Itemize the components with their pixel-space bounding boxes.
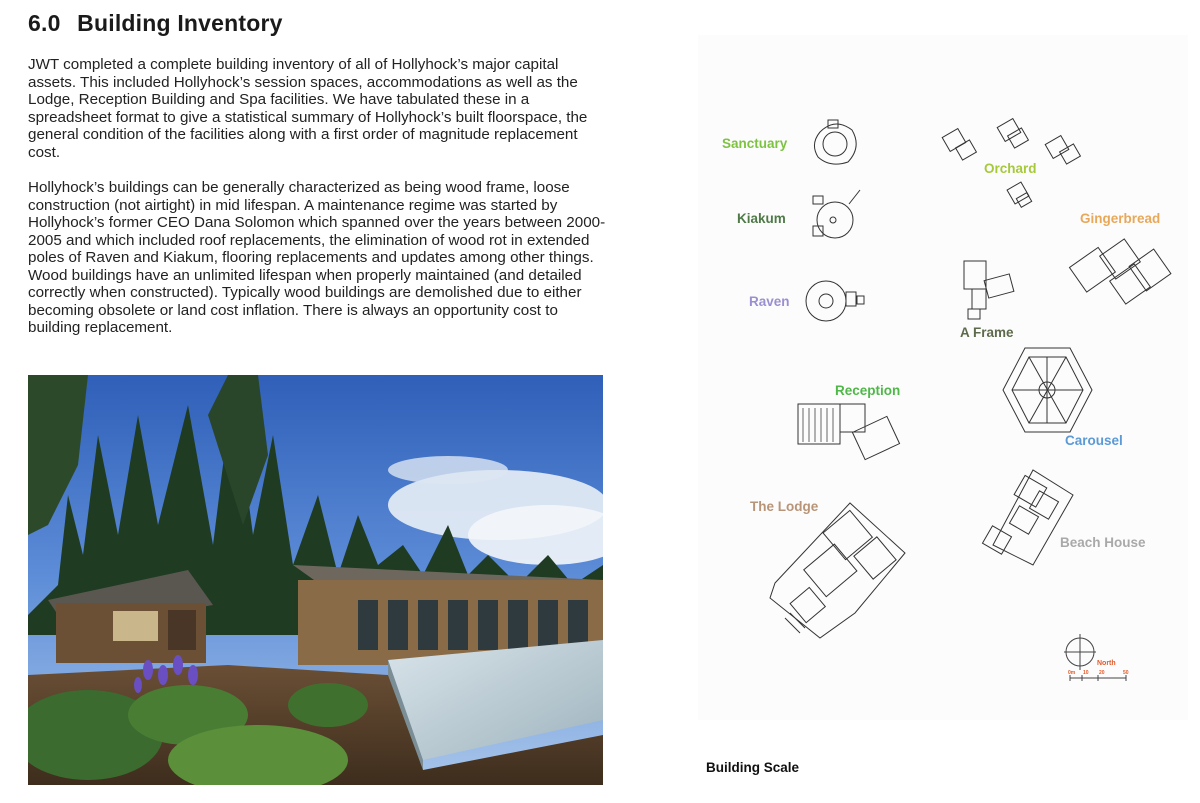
section-heading (28, 10, 283, 37)
plan-orchard (940, 117, 1090, 217)
plan-gingerbread (1065, 225, 1175, 315)
label-orchard: Orchard (984, 161, 1037, 176)
building-scale-caption: Building Scale (706, 760, 800, 775)
label-sanctuary: Sanctuary (722, 136, 788, 151)
label-gingerbread: Gingerbread (1080, 211, 1161, 226)
section-number: 6.0 (28, 10, 61, 36)
plan-kiakum (805, 188, 865, 248)
scale-tick-3: 50 (1123, 670, 1129, 676)
north-label: North (1097, 660, 1116, 667)
plan-carousel (995, 345, 1095, 435)
scale-tick-2: 20 (1099, 670, 1105, 676)
paragraph-intro: JWT completed a complete building inventory of all of Hollyhock’s major capital assets. This included Hollyhock’s session spaces, accommodations as well as the Lodge, Reception Building and Spa facilities. We have tabulated these in a spreadsheet format to give a statistical summary of Hollyhock’s built floorspace, the general condition of the facilities along with a first order of magnitude replacement cost. (28, 56, 588, 161)
paragraph-condition: Hollyhock’s buildings can be generally characterized as being wood frame, loose construction (not airtight) in mid lifespan. A maintenance regime was started by Hollyhock’s former CEO Dana Solomon which spanned over the years between 2000-2005 and which included roof replacements, the elimination of wood rot in extended poles of Raven and Kiakum, flooring replacements and updates among other things. Wood buildings have an unlimited lifespan when properly maintained (and detailed correctly when constructed). Typically wood buildings are demolished due to either becoming obsolete or land cost inflation. There is always an opportunity cost to building replacement. (28, 179, 606, 336)
label-carousel: Carousel (1065, 433, 1123, 448)
plan-raven (802, 274, 872, 330)
greenhouse-photo (28, 375, 603, 785)
scale-tick-0: 0m (1068, 670, 1076, 676)
label-raven: Raven (749, 294, 790, 309)
label-kiakum: Kiakum (737, 211, 786, 226)
label-beach-house: Beach House (1060, 535, 1146, 550)
label-the-lodge: The Lodge (750, 499, 819, 514)
plan-sanctuary (800, 112, 870, 172)
plan-reception (795, 398, 905, 463)
plan-the-lodge (765, 498, 910, 643)
label-a-frame: A Frame (960, 325, 1014, 340)
section-title: Building Inventory (77, 10, 283, 36)
plan-beach-house (978, 465, 1078, 575)
plan-a-frame (958, 255, 1023, 325)
scale-tick-1: 10 (1083, 670, 1089, 676)
label-reception: Reception (835, 383, 901, 398)
